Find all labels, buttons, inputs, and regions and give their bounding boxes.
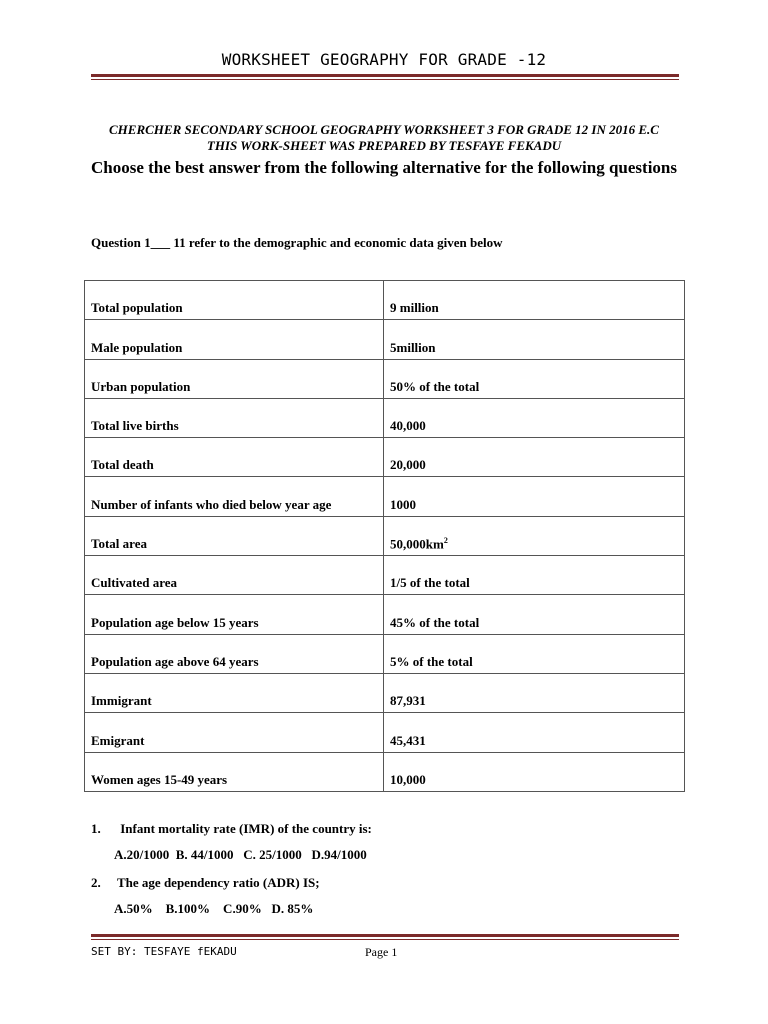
question-text: The age dependency ratio (ADR) IS; <box>117 875 320 890</box>
row-value-text: 1/5 of the total <box>390 575 470 591</box>
header-divider <box>91 74 679 80</box>
row-value <box>384 398 685 437</box>
table-row <box>85 673 685 712</box>
question-text: Infant mortality rate (IMR) of the country is: <box>117 821 372 836</box>
footer-set-by: SET BY: TESFAYE fEKADU <box>91 945 237 958</box>
table-row <box>85 713 685 752</box>
row-value-text: 5million <box>390 339 436 355</box>
question-number: 2. <box>91 875 101 890</box>
row-label: Total death <box>85 438 384 477</box>
instruction-text: Choose the best answer from the following alternative for the following questions <box>91 158 678 177</box>
row-label: Women ages 15-49 years <box>85 752 384 791</box>
row-value-text: 45,431 <box>390 732 426 748</box>
table-row <box>85 320 685 359</box>
row-label: Cultivated area <box>85 556 384 595</box>
row-value-text: 50,000km <box>390 536 444 552</box>
row-label: Total live births <box>85 398 384 437</box>
row-value <box>384 438 685 477</box>
question-2-options: A.50% B.100% C.90% D. 85% <box>114 901 314 916</box>
prepared-by-line: THIS WORK-SHEET WAS PREPARED BY TESFAYE FEKADU <box>206 138 562 153</box>
row-value <box>384 477 685 516</box>
row-label: Total area <box>85 516 384 555</box>
table-row <box>85 556 685 595</box>
row-value <box>384 556 685 595</box>
row-label: Population age above 64 years <box>85 634 384 673</box>
worksheet-title: WORKSHEET GEOGRAPHY FOR GRADE -12 <box>221 50 547 69</box>
demographic-data-table <box>84 280 685 792</box>
row-value <box>384 673 685 712</box>
row-value-text: 5% of the total <box>390 653 473 669</box>
row-value <box>384 595 685 634</box>
table-row <box>85 595 685 634</box>
row-value <box>384 713 685 752</box>
question-reference: Question 1___ 11 refer to the demographic and economic data given below <box>91 235 503 250</box>
question-1-options: A.20/1000 B. 44/1000 C. 25/1000 D.94/1000 <box>114 847 367 862</box>
table-row <box>85 438 685 477</box>
school-line: CHERCHER SECONDARY SCHOOL GEOGRAPHY WORKSHEET 3 FOR GRADE 12 IN 2016 E.C <box>109 122 659 137</box>
question-1 <box>91 821 372 837</box>
row-label: Male population <box>85 320 384 359</box>
row-label: Urban population <box>85 359 384 398</box>
row-value-text: 9 million <box>390 300 439 316</box>
question-2 <box>91 875 320 891</box>
row-label: Number of infants who died below year age <box>85 477 384 516</box>
row-value <box>384 320 685 359</box>
row-value <box>384 281 685 320</box>
footer-divider <box>91 934 679 940</box>
row-label: Immigrant <box>85 673 384 712</box>
footer-page-number: Page 1 <box>365 945 398 959</box>
row-label: Population age below 15 years <box>85 595 384 634</box>
row-value-text: 10,000 <box>390 771 426 787</box>
row-value-text: 40,000 <box>390 418 426 434</box>
question-number: 1. <box>91 821 101 836</box>
row-value <box>384 752 685 791</box>
row-value <box>384 516 685 555</box>
row-value <box>384 359 685 398</box>
row-value <box>384 634 685 673</box>
table-row <box>85 752 685 791</box>
row-value-text: 45% of the total <box>390 614 480 630</box>
row-value-text: 1000 <box>390 496 416 512</box>
row-label: Emigrant <box>85 713 384 752</box>
row-value-text: 50% of the total <box>390 378 480 394</box>
unit-superscript: 2 <box>443 535 448 545</box>
table-row <box>85 398 685 437</box>
row-value-text: 87,931 <box>390 693 426 709</box>
row-value-text: 20,000 <box>390 457 426 473</box>
table-row <box>85 634 685 673</box>
row-label: Total population <box>85 281 384 320</box>
table-row <box>85 516 685 555</box>
table-row <box>85 477 685 516</box>
table-row <box>85 359 685 398</box>
table-row <box>85 281 685 320</box>
